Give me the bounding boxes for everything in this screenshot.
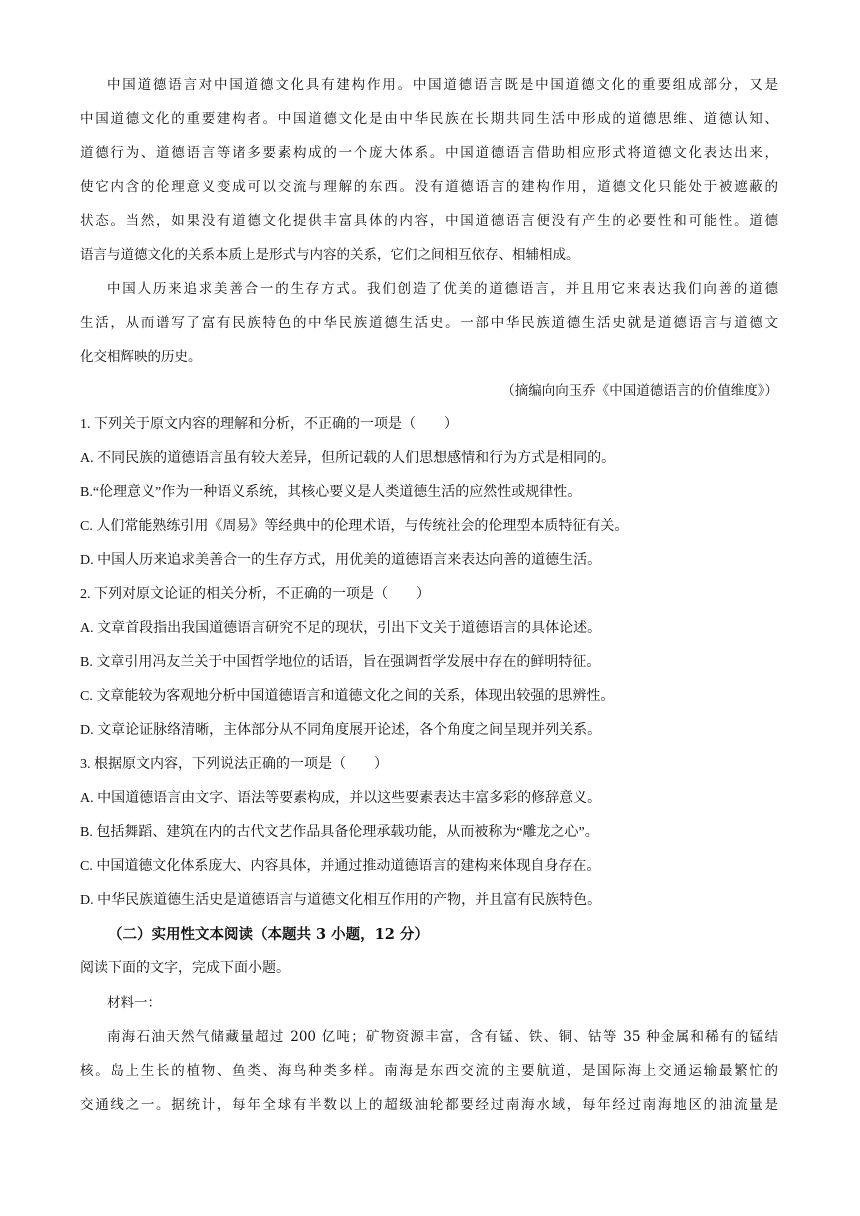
question-option: D. 中华民族道德生活史是道德语言与道德文化相互作用的产物，并且富有民族特色。 (80, 893, 602, 908)
document-body (80, 68, 778, 1122)
question-stem: 1. 下列关于原文内容的理解和分析，不正确的一项是（ ） (80, 417, 458, 432)
passage-source: （摘编向向玉乔《中国道德语言的价值维度》） (501, 383, 778, 399)
passage-line: 中国道德语言对中国道德文化具有建构作用。中国道德语言既是中国道德文化的重要组成部分，又是 (107, 77, 778, 93)
material-line: 交通线之一。据统计，每年全球有半数以上的超级油轮都要经过南海水域，每年经过南海地区的油流量是 (80, 1097, 778, 1113)
section-instruction: 阅读下面的文字，完成下面小题。 (80, 961, 290, 976)
question-option: A. 中国道德语言由文字、语法等要素构成，并以这些要素表达丰富多彩的修辞意义。 (80, 791, 602, 806)
question-stem: 3. 根据原文内容，下列说法正确的一项是（ ） (80, 757, 388, 772)
passage-line: 状态。当然，如果没有道德文化提供丰富具体的内容，中国道德语言便没有产生的必要性和可能性。道德 (80, 213, 778, 229)
passage-line: 生活，从而谱写了富有民族特色的中华民族道德生活史。一部中华民族道德生活史就是道德语言与道德文 (80, 315, 778, 331)
passage-line: 中国人历来追求美善合一的生存方式。我们创造了优美的道德语言，并且用它来表达我们向善的道德 (107, 281, 778, 297)
material-line: 核。岛上生长的植物、鱼类、海鸟种类多样。南海是东西交流的主要航道，是国际海上交通运输最繁忙的 (80, 1063, 778, 1079)
material-label: 材料一： (107, 995, 161, 1011)
question-option: B. 文章引用冯友兰关于中国哲学地位的话语，旨在强调哲学发展中存在的鲜明特征。 (80, 655, 601, 670)
question-option: A. 不同民族的道德语言虽有较大差异，但所记载的人们思想感情和行为方式是相同的。 (80, 451, 616, 466)
material-line: 南海石油天然气储藏量超过 200 亿吨；矿物资源丰富，含有锰、铁、铜、钴等 35 种金属和稀有的锰结 (107, 1029, 778, 1045)
passage-line: 中国道德文化的重要建构者。中国道德文化是由中华民族在长期共同生活中形成的道德思维、道德认知、 (80, 111, 778, 127)
question-option: C. 文章能较为客观地分析中国道德语言和道德文化之间的关系，体现出较强的思辨性。 (80, 689, 615, 704)
question-option: D. 中国人历来追求美善合一的生存方式，用优美的道德语言来表达向善的道德生活。 (80, 553, 602, 568)
question-stem: 2. 下列对原文论证的相关分析，不正确的一项是（ ） (80, 587, 430, 602)
question-option: B.“伦理意义”作为一种语义系统，其核心要义是人类道德生活的应然性或规律性。 (80, 485, 582, 500)
passage-line: 化交相辉映的历史。 (80, 349, 202, 365)
question-option: C. 中国道德文化体系庞大、内容具体，并通过推动道德语言的建构来体现自身存在。 (80, 859, 601, 874)
passage-line: 语言与道德文化的关系本质上是形式与内容的关系，它们之间相互依存、相辅相成。 (80, 247, 580, 263)
section-heading: （二）实用性文本阅读（本题共 3 小题，12 分） (108, 926, 429, 943)
question-option: B. 包括舞蹈、建筑在内的古代文艺作品具备伦理承载功能，从而被称为“雕龙之心”。 (80, 825, 599, 840)
question-option: C. 人们常能熟练引用《周易》等经典中的伦理术语，与传统社会的伦理型本质特征有关。 (80, 519, 629, 534)
question-option: A. 文章首段指出我国道德语言研究不足的现状，引出下文关于道德语言的具体论述。 (80, 621, 602, 636)
question-option: D. 文章论证脉络清晰，主体部分从不同角度展开论述，各个角度之间呈现并列关系。 (80, 723, 602, 738)
passage-line: 使它内含的伦理意义变成可以交流与理解的东西。没有道德语言的建构作用，道德文化只能处于被遮蔽的 (80, 179, 778, 195)
passage-line: 道德行为、道德语言等诸多要素构成的一个庞大体系。中国道德语言借助相应形式将道德文化表达出来， (80, 145, 778, 161)
